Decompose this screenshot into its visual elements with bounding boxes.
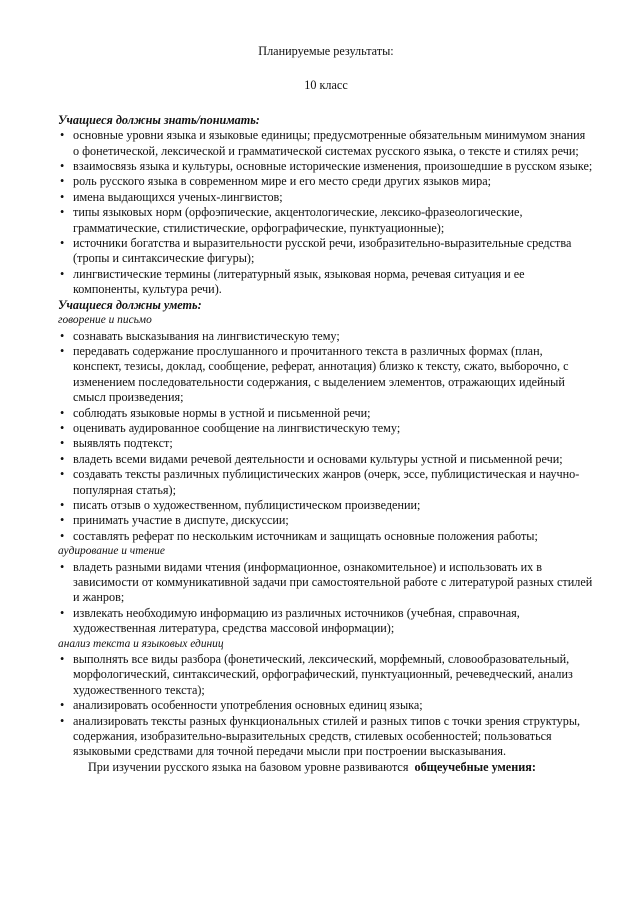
list-item: • создавать тексты различных публицистических жанров (очерк, эссе, публицистическая и научно-популярная статья);: [58, 467, 594, 498]
list-item: • выполнять все виды разбора (фонетический, лексический, морфемный, словообразовательный, морфологический, синтаксический, орфографический, пунктуационный, речеведческий, анализ художественного текста);: [58, 652, 594, 698]
list-item: • имена выдающихся ученых-лингвистов;: [58, 190, 594, 205]
section-heading-know: Учащиеся должны знать/понимать:: [58, 112, 260, 127]
list-item: • владеть разными видами чтения (информационное, ознакомительное) и использовать их в зависимости от коммуникативной задачи при самостоятельной работе с литературой разных стилей и жанров;: [58, 560, 594, 606]
subheading-analysis: анализ текста и языковых единиц: [58, 637, 224, 650]
grade-label: 10 класс: [304, 78, 348, 93]
list-item: • извлекать необходимую информацию из различных источников (учебная, справочная, художественная литература, средства массовой информации);: [58, 606, 594, 637]
reading-list: [58, 560, 594, 637]
list-item: • анализировать особенности употребления основных единиц языка;: [58, 698, 594, 713]
list-item: • анализировать тексты разных функциональных стилей и разных типов с точки зрения структуры, содержания, изобразительно-выразительных средств, стилевых особенностей; пользоваться языковыми средствами для точной передачи мысли при построении высказывания.: [58, 714, 594, 760]
subheading-speaking: говорение и письмо: [58, 314, 152, 327]
list-item: • лингвистические термины (литературный язык, языковая норма, речевая ситуация и ее компоненты, культура речи).: [58, 267, 594, 298]
list-item: • принимать участие в диспуте, дискуссии;: [58, 513, 594, 528]
closing-paragraph: [58, 760, 594, 775]
list-item: • передавать содержание прослушанного и прочитанного текста в различных формах (план, конспект, тезисы, доклад, сообщение, реферат, аннотация) близко к тексту, сжато, выборочно, с изменением последовательности содержания, с выделением элементов, отражающих идейный смысл произведения;: [58, 344, 594, 406]
closing-bold-text: общеучебные умения:: [414, 759, 536, 774]
list-item: • соблюдать языковые нормы в устной и письменной речи;: [58, 406, 594, 421]
list-item: • владеть всеми видами речевой деятельности и основами культуры устной и письменной речи;: [58, 452, 594, 467]
analysis-list: [58, 652, 594, 760]
speaking-list: [58, 329, 594, 545]
know-list: [58, 128, 594, 297]
section-heading-can: Учащиеся должны уметь:: [58, 297, 202, 312]
list-item: • взаимосвязь языка и культуры, основные исторические изменения, произошедшие в русском языке;: [58, 159, 594, 174]
list-item: • писать отзыв о художественном, публицистическом произведении;: [58, 498, 594, 513]
list-item: • роль русского языка в современном мире и его место среди других языков мира;: [58, 174, 594, 189]
list-item: • оценивать аудированное сообщение на лингвистическую тему;: [58, 421, 594, 436]
list-item: • типы языковых норм (орфоэпические, акцентологические, лексико-фразеологические, грамматические, стилистические, орфографические, пунктуационные);: [58, 205, 594, 236]
page-title: Планируемые результаты:: [258, 44, 394, 58]
closing-text: При изучении русского языка на базовом уровне развиваются: [88, 759, 409, 774]
list-item: • основные уровни языка и языковые единицы; предусмотренные обязательным минимумом знания о фонетической, лексической и грамматической системах русского языка, о тексте и стилях речи;: [58, 128, 594, 159]
subheading-reading: аудирование и чтение: [58, 545, 165, 558]
list-item: • сознавать высказывания на лингвистическую тему;: [58, 329, 594, 344]
list-item: • составлять реферат по нескольким источникам и защищать основные положения работы;: [58, 529, 594, 544]
list-item: • выявлять подтекст;: [58, 436, 594, 451]
list-item: • источники богатства и выразительности русской речи, изобразительно-выразительные средства (тропы и синтаксические фигуры);: [58, 236, 594, 267]
document-body: [58, 44, 594, 775]
